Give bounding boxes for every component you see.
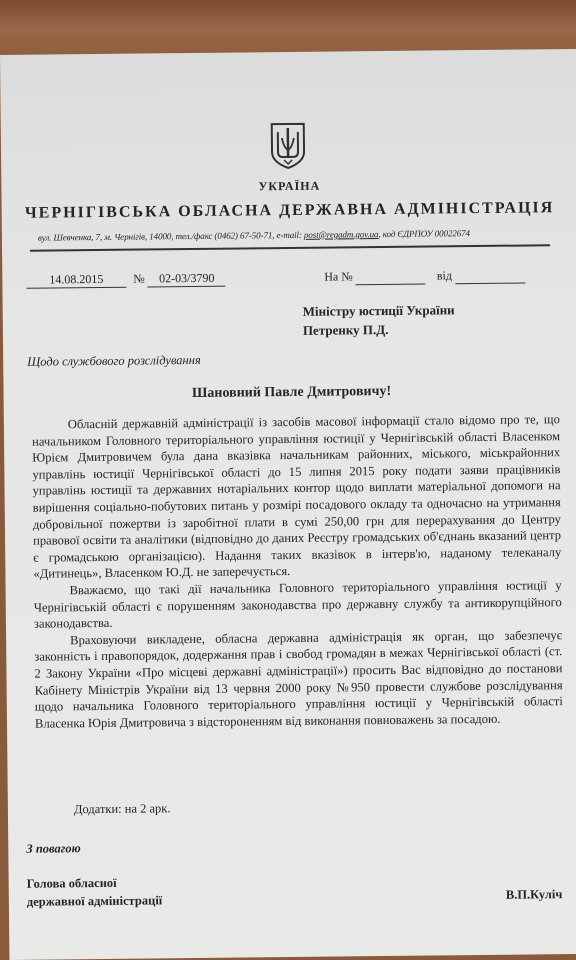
closing-regards: З повагою	[26, 841, 81, 856]
recipient-title: Міністру юстиції України	[302, 302, 455, 319]
organization-heading: ЧЕРНІГІВСЬКА ОБЛАСНА ДЕРЖАВНА АДМІНІСТРАЦІЯ	[24, 199, 555, 222]
incoming-reference	[324, 268, 525, 286]
body-paragraph-3: Враховуючи викладене, обласна державна адміністрація як орган, що забезпечує законність і правопорядок, додержання прав і свобод громадян в межах Чернігівської області (ст. 2 Закону України «Про місцеві державні адміністрації») просить Вас відповідно до постанови Кабінету Міністрів України від 13 червня 2000 року №950 провести службове розслідування щодо начальника Головного територіального управління юстиції у Чернігівській області Власенка Юрія Дмитровича з відстороненням від виконання повноважень за посадою.	[34, 627, 563, 731]
signer-title-line-1: Голова обласної	[26, 875, 117, 891]
signer-name: В.П.Куліч	[505, 887, 563, 902]
body-paragraph-2: Вважаємо, що такі дії начальника Головного територіального управління юстиції у Чернігівській області є порушенням законодавства про державну службу та антикорупційного законодавства.	[33, 578, 562, 631]
signer-title-line-2: державної адміністрації	[26, 893, 163, 909]
attachments-note: Додатки: на 2 арк.	[73, 801, 171, 817]
subject-line: Щодо службового розслідування	[27, 352, 201, 369]
letter-date: 14.08.2015	[26, 272, 126, 289]
recipient-block	[303, 300, 455, 340]
number-label: №	[133, 271, 145, 286]
country-heading: УКРАЇНА	[258, 178, 321, 194]
letter-number: 02-03/3790	[148, 271, 226, 288]
from-date	[455, 268, 525, 285]
tryzub-emblem-icon	[269, 122, 308, 170]
reply-number	[356, 269, 426, 286]
address-text: вул. Шевченка, 7, м. Чернігів, 14000, тел./факс (0462) 67-50-71, e-mail:	[37, 229, 305, 243]
edrpou-code: , код ЄДРПОУ 00022674	[378, 228, 470, 240]
salutation: Шановний Павле Дмитровичу!	[191, 383, 392, 402]
letter-sheet	[0, 49, 576, 960]
contact-line	[38, 228, 470, 243]
from-label: від	[436, 268, 452, 283]
letter-body	[32, 411, 563, 732]
recipient-name: Петренку П.Д.	[302, 321, 389, 338]
reply-label: На №	[324, 269, 353, 284]
header-divider	[30, 244, 550, 251]
email-link[interactable]: post@regadm.gov.ua	[303, 229, 379, 240]
body-paragraph-1: Обласній державній адміністрації із засобів масової інформації стало відомо про те, що начальником Головного територіального управління юстиції у Чернігівській області Власенком Юрієм Дмитровичем була дана вказівка начальникам районних, міського, міськрайонних управлінь юстиції Чернігівської області до 15 липня 2015 року подати заяви працівників управлінь юстиції та державних нотаріальних контор щодо виплати матеріальної допомоги на вирішення соціально-побутових питань у розмірі посадового окладу та одночасно на утримання добровільної пожертви із заробітної плати в сумі 250,00 грн для перерахування до Центру правової освіти та аналітики (відповідно до даних Реєстру громадських об'єднань вказаний центр є громадською організацією). Надання таких вказівок в інтерв'ю, наданому телеканалу «Дитинець», Власенком Ю.Д. не заперечується.	[31, 412, 562, 582]
outgoing-reference	[26, 271, 226, 289]
signer-position	[27, 873, 163, 910]
